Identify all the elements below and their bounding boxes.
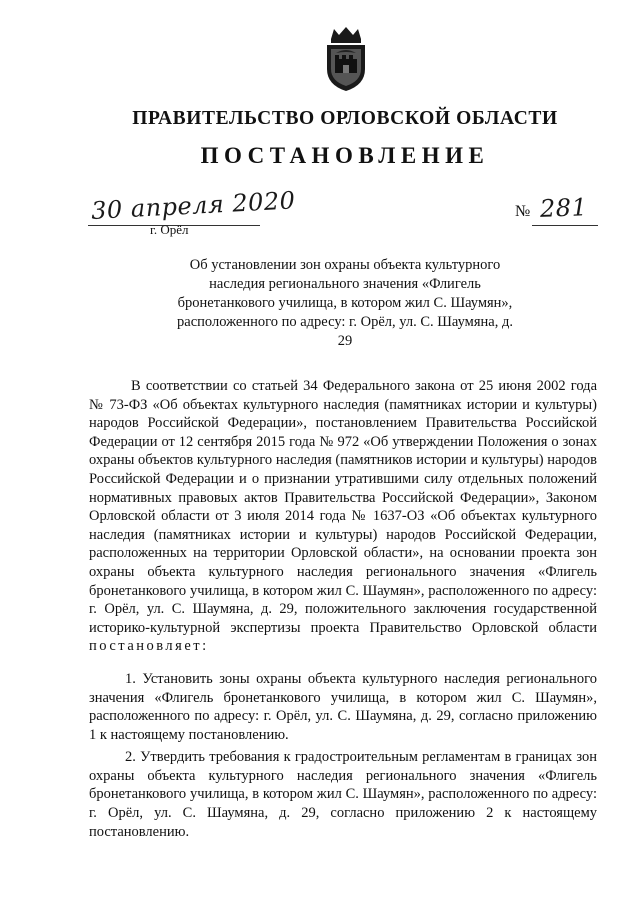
orel-oblast-coat-of-arms-icon (321, 25, 371, 93)
organization-name: ПРАВИТЕЛЬСТВО ОРЛОВСКОЙ ОБЛАСТИ (132, 108, 558, 129)
document-title: Об установлении зон охраны объекта культурного наследия регионального значения «Флигель бронетанкового училища, в котором жил С. Шаумян», расположенного по адресу: г. Орёл, ул. С. Шаумяна, д. 29 (177, 257, 513, 349)
preamble-paragraph (89, 377, 597, 656)
document-type: ПОСТАНОВЛЕНИЕ (200, 143, 490, 168)
document-body (89, 377, 597, 841)
resolves-word: постановляет: (89, 638, 209, 655)
resolution-item-1: 1. Установить зоны охраны объекта культурного наследия регионального значения «Флигель бронетанкового училища, в котором жил С. Шаумян», расположенного по адресу: г. Орёл, ул. С. Шаумяна, д. 29, согласно приложению 1 к настоящему постановлению. (89, 670, 597, 743)
number-underline (532, 225, 598, 226)
handwritten-date: 30 апреля 2020 (90, 186, 297, 225)
preamble-text: В соответствии со статьей 34 Федерального закона от 25 июня 2002 года № 73-ФЗ «Об объектах культурного наследия (памятниках истории и культуры) народов Российской Федерации», постановлением Правительства Российской Федерации от 12 сентября 2015 года № 972 «Об утверждении Положения о зонах охраны объектов культурного наследия (памятников истории и культуры) народов Российской Федерации и о признании утратившими силу отдельных положений нормативных правовых актов Правительства Российской Федерации», Законом Орловской области от 3 июля 2014 года № 1637-ОЗ «Об объектах культурного наследия (памятниках истории и культуры) народов Российской Федерации, расположенных на территории Орловской области», на основании проекта зон охраны объекта культурного наследия регионального значения «Флигель бронетанкового училища, в котором жил С. Шаумян», расположенного по адресу: г. Орёл, ул. С. Шаумяна, д. 29, положительного заключения государственной историко-культурной экспертизы проекта Правительство Орловской области (89, 378, 597, 636)
handwritten-number: 281 (539, 193, 588, 223)
resolution-item-2: 2. Утвердить требования к градостроительным регламентам в границах зон охраны объекта культурного наследия регионального значения «Флигель бронетанкового училища, в котором жил С. Шаумян», расположенного по адресу: г. Орёл, ул. С. Шаумяна, д. 29, согласно приложению 2 к настоящему постановлению. (89, 749, 597, 840)
city: г. Орёл (150, 222, 189, 237)
number-label: № (515, 203, 531, 220)
